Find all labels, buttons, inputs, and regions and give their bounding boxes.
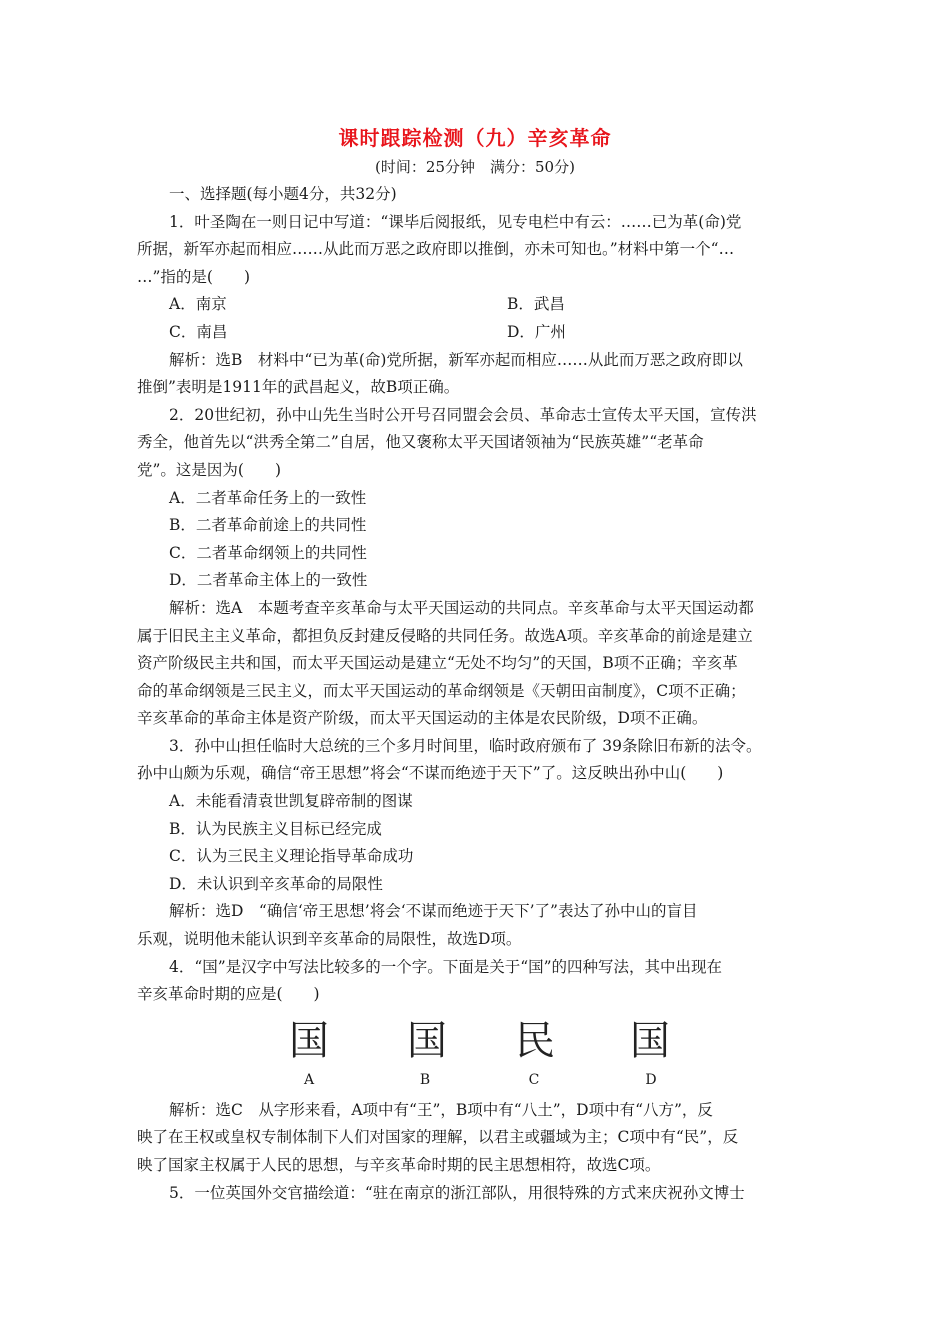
option-b: B．认为民族主义目标已经完成 xyxy=(169,819,382,838)
option-d: D．二者革命主体上的一致性 xyxy=(169,571,368,590)
answer-2: 资产阶级民主共和国，而太平天国运动是建立“无处不均匀”的天国，B项不正确；辛亥革 xyxy=(137,654,738,673)
question-2-text: 秀全，他首先以“洪秀全第二”自居，他又褒称太平天国诸领袖为“民族英雄”“老革命 xyxy=(137,433,704,452)
answer-3: 解析：选D “确信‘帝王思想’将会‘不谋而绝迹于天下’了”表达了孙中山的盲目 xyxy=(169,902,698,921)
option-c: C．南昌 xyxy=(169,322,228,341)
answer-1: 推倒”表明是1911年的武昌起义，故B项正确。 xyxy=(137,378,460,397)
answer-2: 命的革命纲领是三民主义，而太平天国运动的革命纲领是《天朝田亩制度》，C项不正确； xyxy=(137,681,746,700)
answer-4: 解析：选C 从字形来看，A项中有“王”，B项中有“八土”，D项中有“八方”，反 xyxy=(169,1100,713,1119)
answer-4: 映了国家主权属于人民的思想，与辛亥革命时期的民主思想相符，故选C项。 xyxy=(137,1156,661,1174)
section-heading: 一、选择题(每小题4分，共32分) xyxy=(169,185,397,203)
answer-2: 解析：选A 本题考查辛亥革命与太平天国运动的共同点。辛亥革命与太平天国运动都 xyxy=(169,598,754,617)
glyph-label-d: D xyxy=(645,1071,657,1088)
glyph-label-a: A xyxy=(303,1071,315,1088)
question-3-text: 孙中山颇为乐观，确信“帝王思想”将会“不谋而绝迹于天下”了。这反映出孙中山( ) xyxy=(137,764,724,783)
question-2-text: 2．20世纪初，孙中山先生当时公开号召同盟会会员、革命志士宣传太平天国，宣传洪 xyxy=(169,405,757,424)
option-a: A．二者革命任务上的一致性 xyxy=(169,488,367,507)
time-score-info: (时间：25分钟 满分：50分) xyxy=(375,158,575,176)
glyph-label-b: B xyxy=(419,1071,431,1088)
question-2-text: 党”。这是因为( ) xyxy=(137,460,282,479)
option-b: B．武昌 xyxy=(507,295,565,314)
glyph-b: 国 xyxy=(407,1017,447,1064)
question-1-text: …”指的是( ) xyxy=(137,267,251,286)
option-a: A．未能看清袁世凯复辟帝制的图谋 xyxy=(169,792,413,811)
question-4-text: 辛亥革命时期的应是( ) xyxy=(137,985,320,1004)
answer-3: 乐观，说明他未能认识到辛亥革命的局限性，故选D项。 xyxy=(137,930,522,949)
question-1-text: 1．叶圣陶在一则日记中写道：“课毕后阅报纸，见专电栏中有云：……已为革(命)党 xyxy=(169,212,742,231)
option-d: D．未认识到辛亥革命的局限性 xyxy=(169,874,383,893)
option-a: A．南京 xyxy=(169,295,227,314)
answer-2: 属于旧民主主义革命，都担负反封建反侵略的共同任务。故选A项。辛亥革命的前途是建立 xyxy=(137,626,753,645)
option-c: C．认为三民主义理论指导革命成功 xyxy=(169,847,414,866)
answer-2: 辛亥革命的革命主体是资产阶级，而太平天国运动的主体是农民阶级，D项不正确。 xyxy=(137,709,708,728)
option-c: C．二者革命纲领上的共同性 xyxy=(169,543,367,562)
option-b: B．二者革命前途上的共同性 xyxy=(169,516,367,535)
question-1-text: 所据，新军亦起而相应……从此而万恶之政府即以推倒，亦未可知也。”材料中第一个“… xyxy=(137,240,735,259)
glyph-label-c: C xyxy=(528,1071,540,1088)
glyph-d: 国 xyxy=(630,1017,670,1064)
answer-4: 映了在王权或皇权专制体制下人们对国家的理解，以君主或疆域为主；C项中有“民”，反 xyxy=(137,1128,739,1147)
glyph-c: 民 xyxy=(515,1017,555,1064)
glyph-a: 国 xyxy=(289,1017,329,1064)
character-variants-figure xyxy=(137,1009,813,1097)
question-1-options-row xyxy=(137,319,813,347)
question-3-text: 3．孙中山担任临时大总统的三个多月时间里，临时政府颁布了 39条除旧布新的法令。 xyxy=(169,736,762,755)
page-title: 课时跟踪检测（九）辛亥革命 xyxy=(338,126,612,150)
question-1-options-row xyxy=(137,291,813,319)
option-d: D．广州 xyxy=(507,322,566,341)
answer-1: 解析：选B 材料中“已为革(命)党所据，新军亦起而相应……从此而万恶之政府即以 xyxy=(169,350,743,369)
document-body xyxy=(137,181,813,1207)
question-5-text: 5．一位英国外交官描绘道：“驻在南京的浙江部队，用很特殊的方式来庆祝孙文博士 xyxy=(169,1183,745,1202)
question-4-text: 4．“国”是汉字中写法比较多的一个字。下面是关于“国”的四种写法，其中出现在 xyxy=(169,957,723,976)
